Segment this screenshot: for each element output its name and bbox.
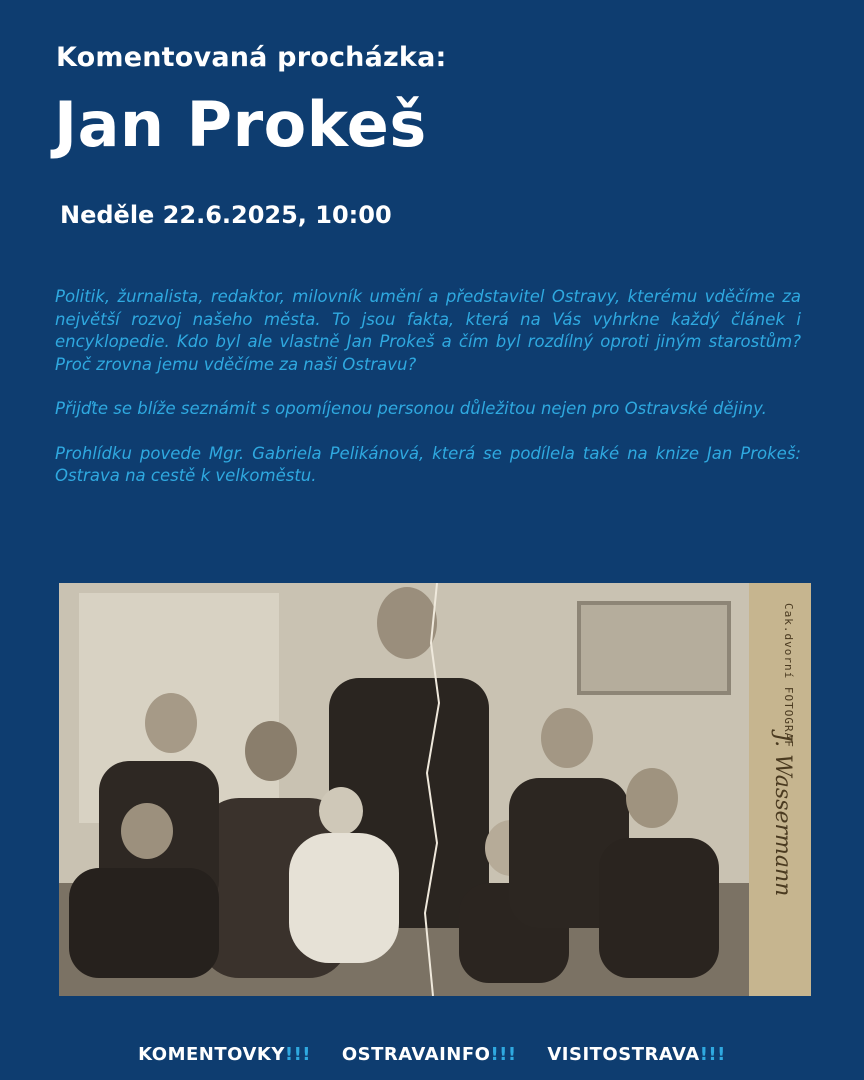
description-paragraph: Přijďte se blíže seznámit s opomíjenou personou důležitou nejen pro Ostravské dějiny. [55,399,767,418]
historical-family-photo [59,583,811,996]
description-paragraph: Politik, žurnalista, redaktor, milovník umění a představitel Ostravy, kterému vděčíme za největší rozvoj našeho města. To jsou fakta, která na Vás vyhrkne každý článek i encyklopedie. Kdo byl ale vlastně Jan Prokeš a čím byl rozdílný oproti jiným starostům? Proč zrovna jemu vděčíme za naši Ostravu? [55,287,801,374]
footer-hashtags [0,1044,864,1065]
tag-komentovky: KOMENTOVKY!!! [138,1044,312,1065]
tag-ostravainfo: OSTRAVAINFO!!! [341,1044,517,1065]
event-subtitle: Komentovaná procházka: [56,42,447,73]
description-paragraph: Prohlídku povede Mgr. Gabriela Pelikánová, která se podílela také na knize Jan Prokeš: Ostrava na cestě k velkoměstu. [55,443,801,485]
event-date: Neděle 22.6.2025, 10:00 [60,201,392,229]
studio-signature: J. Wassermann [770,733,795,897]
studio-label: Cak.dvorní FOTOGRAF [782,603,795,748]
event-description [55,286,801,510]
family-portrait-illustration [59,583,811,996]
tag-visitostrava: VISITOSTRAVA!!! [547,1044,726,1065]
event-title: Jan Prokeš [54,88,427,161]
